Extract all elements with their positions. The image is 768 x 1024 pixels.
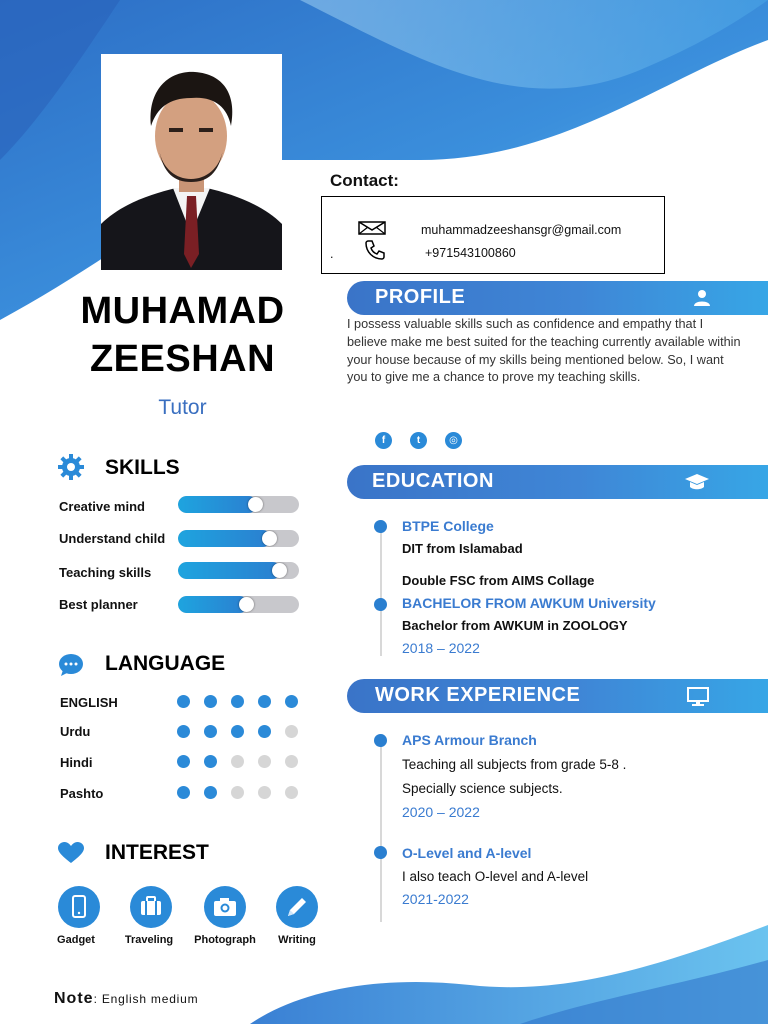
interest-label: Traveling <box>124 934 174 946</box>
profile-banner <box>347 281 768 315</box>
pen-icon <box>276 886 318 928</box>
language-heading: LANGUAGE <box>105 652 226 675</box>
rating-dot <box>285 786 298 799</box>
education-institution: BTPE College <box>402 518 494 534</box>
skill-bar-fill <box>178 596 248 613</box>
skill-label: Teaching skills <box>59 565 152 580</box>
rating-dot <box>258 725 271 738</box>
rating-dot <box>177 755 190 768</box>
education-heading: EDUCATION <box>372 470 494 492</box>
camera-icon <box>204 886 246 928</box>
skill-bar-knob <box>239 597 254 612</box>
skill-bar-fill <box>178 562 281 579</box>
contact-box <box>321 196 665 274</box>
last-name: ZEESHAN <box>89 338 276 380</box>
skill-bar-knob <box>272 563 287 578</box>
work-dates: 2020 – 2022 <box>402 804 480 820</box>
interest-photograph <box>204 886 246 928</box>
contact-heading: Contact: <box>330 171 399 190</box>
interest-label: Photograph <box>194 934 256 946</box>
suitcase-icon <box>130 886 172 928</box>
work-description: Specially science subjects. <box>402 781 563 796</box>
first-name: MUHAMAD <box>80 290 285 332</box>
interest-label: Writing <box>278 934 316 946</box>
work-experience-heading: WORK EXPERIENCE <box>375 684 581 706</box>
interest-label: Gadget <box>57 934 95 946</box>
language-label: Urdu <box>60 724 91 739</box>
interest-heading: INTEREST <box>105 841 209 864</box>
job-title: Tutor <box>158 396 207 419</box>
language-label: Pashto <box>60 786 104 801</box>
work-description: Teaching all subjects from grade 5-8 . <box>402 757 627 772</box>
interest-traveling <box>130 886 172 928</box>
education-timeline-line <box>380 526 382 656</box>
phone-number[interactable]: +971543100860 <box>425 246 516 260</box>
rating-dot <box>285 755 298 768</box>
skill-bar-knob <box>262 531 277 546</box>
note <box>54 990 198 1008</box>
education-banner <box>347 465 768 499</box>
phone-icon <box>58 886 100 928</box>
rating-dot <box>204 786 217 799</box>
skill-label: Best planner <box>59 597 138 612</box>
stray-mark: . <box>330 247 334 261</box>
timeline-dot <box>374 520 387 533</box>
rating-dot <box>231 725 244 738</box>
facebook-icon[interactable]: f <box>375 432 392 449</box>
interest-writing <box>276 886 318 928</box>
envelope-icon <box>358 221 386 235</box>
language-rating <box>177 695 307 709</box>
rating-dot <box>285 725 298 738</box>
email-link[interactable]: muhammadzeeshansgr@gmail.com <box>421 223 622 237</box>
rating-dot <box>258 695 271 708</box>
rating-dot <box>177 725 190 738</box>
interest-gadget <box>58 886 100 928</box>
timeline-dot <box>374 734 387 747</box>
heart-icon <box>58 842 84 864</box>
rating-dot <box>177 695 190 708</box>
rating-dot <box>204 725 217 738</box>
language-label: Hindi <box>60 755 93 770</box>
profile-heading: PROFILE <box>375 286 466 308</box>
rating-dot <box>258 786 271 799</box>
work-employer: APS Armour Branch <box>402 732 537 748</box>
education-degree: Bachelor from AWKUM in ZOOLOGY <box>402 618 628 633</box>
skill-label: Understand child <box>59 531 166 546</box>
profile-summary: I possess valuable skills such as confidence and empathy that I believe make me best suited for the teaching currently available within your house because of my skills being mentioned below. So, I want you to give me a chance to prove my teaching skills. <box>347 317 741 385</box>
rating-dot <box>204 755 217 768</box>
gear-icon <box>57 453 85 481</box>
work-employer: O-Level and A-level <box>402 845 532 861</box>
user-icon <box>692 288 712 308</box>
contact-title: Contact <box>330 171 394 190</box>
work-timeline-line <box>380 740 382 922</box>
skill-bar <box>178 562 299 579</box>
work-dates: 2021-2022 <box>402 891 469 907</box>
language-label: ENGLISH <box>60 695 118 710</box>
skill-bar-knob <box>248 497 263 512</box>
skill-label: Creative mind <box>59 499 145 514</box>
rating-dot <box>231 755 244 768</box>
timeline-dot <box>374 598 387 611</box>
education-degree: Double FSC from AIMS Collage <box>402 573 595 588</box>
education-institution: BACHELOR FROM AWKUM University <box>402 595 656 611</box>
note-label: Note <box>54 990 94 1007</box>
skill-bar-fill <box>178 496 257 513</box>
language-rating <box>177 725 307 739</box>
monitor-icon <box>687 687 709 706</box>
skills-heading: SKILLS <box>105 456 180 479</box>
person-portrait-icon <box>101 54 282 270</box>
rating-dot <box>231 695 244 708</box>
work-description: I also teach O-level and A-level <box>402 869 589 884</box>
profile-photo <box>101 54 282 270</box>
speech-bubble-icon <box>58 653 84 677</box>
rating-dot <box>204 695 217 708</box>
education-dates: 2018 – 2022 <box>402 640 480 656</box>
instagram-icon[interactable]: ◎ <box>445 432 462 449</box>
note-text: : English medium <box>93 992 199 1006</box>
language-rating <box>177 755 307 769</box>
skill-bar <box>178 596 299 613</box>
work-experience-banner <box>347 679 768 713</box>
phone-handset-icon <box>364 239 386 261</box>
rating-dot <box>285 695 298 708</box>
skill-bar <box>178 530 299 547</box>
education-degree: DIT from Islamabad <box>402 541 523 556</box>
skill-bar-fill <box>178 530 271 547</box>
rating-dot <box>177 786 190 799</box>
language-rating <box>177 786 307 800</box>
twitter-icon[interactable]: t <box>410 432 427 449</box>
skill-bar <box>178 496 299 513</box>
rating-dot <box>258 755 271 768</box>
timeline-dot <box>374 846 387 859</box>
graduation-cap-icon <box>684 473 710 491</box>
rating-dot <box>231 786 244 799</box>
